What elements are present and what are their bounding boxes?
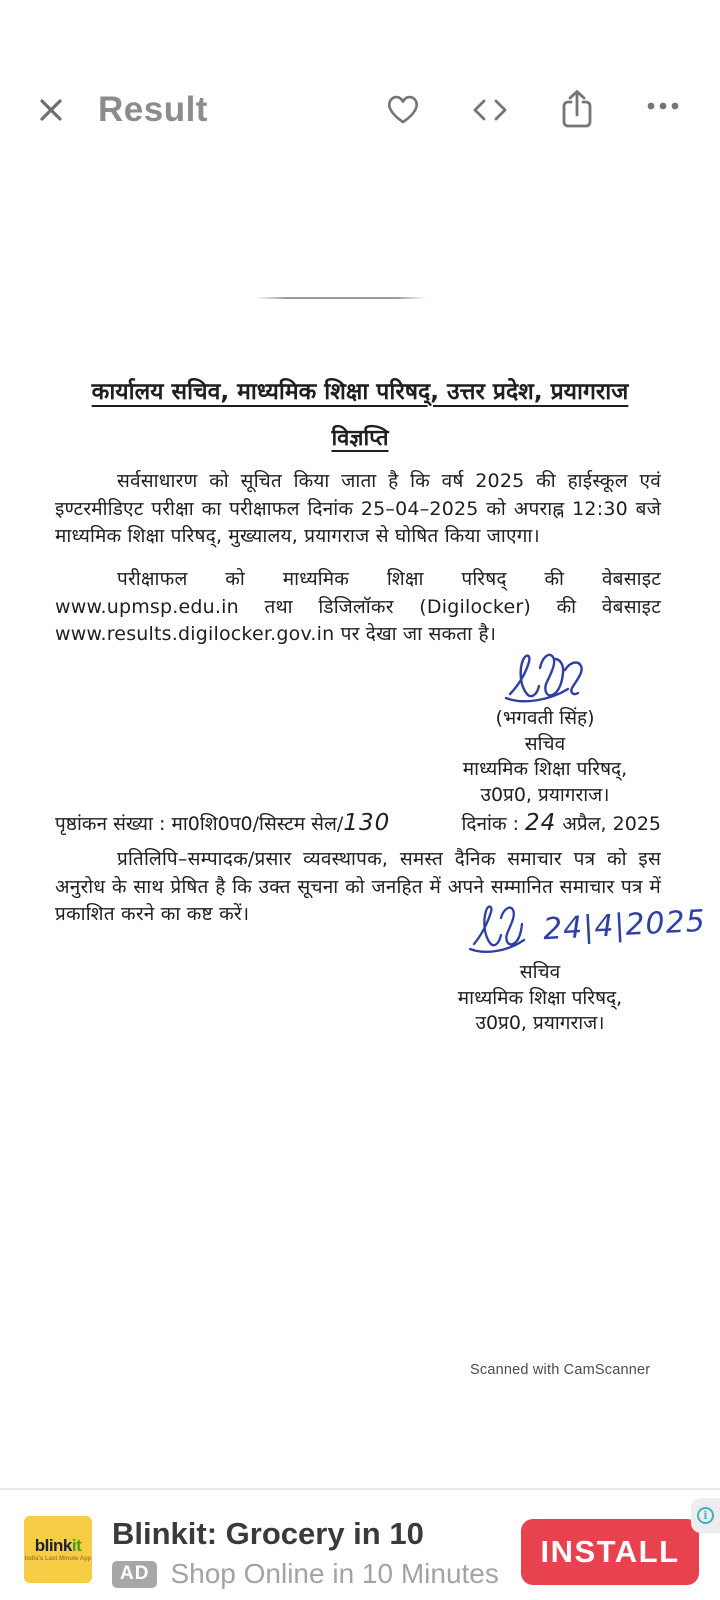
signatory-place: उ0प्र0, प्रयागराज। (475, 1012, 605, 1034)
code-view-button[interactable] (471, 95, 509, 125)
share-button[interactable] (559, 88, 595, 130)
blinkit-tagline: India's Last Minute App (24, 1556, 92, 1562)
document-subheading: विज्ञप्ति (331, 426, 389, 451)
signatory-title: सचिव (519, 961, 561, 983)
paragraph-result-announcement: सर्वसाधारण को सूचित किया जाता है कि वर्ष 2025 की हाईस्कूल एवं इण्टरमीडिएट परीक्षा का परीक्षाफल दिनांक 25–04–2025 को अपराह्न 12:30 बजे माध्यमिक शिक्षा परिषद्, मुख्यालय, प्रयागराज से घोषित किया जाएगा। (55, 470, 661, 547)
endorsement-row (55, 810, 661, 836)
signature-ink-2 (468, 902, 542, 964)
handwritten-signature-date: 24|4|2025 (542, 903, 707, 948)
handwritten-date-day: 24 (525, 810, 557, 836)
more-options-button[interactable] (645, 100, 683, 112)
signatory-block-1 (420, 706, 670, 808)
share-icon (559, 88, 595, 130)
install-button[interactable]: INSTALL (521, 1519, 699, 1585)
toolbar (0, 0, 720, 129)
paragraph-websites: परीक्षाफल को माध्यमिक शिक्षा परिषद् की वेबसाइट www.upmsp.edu.in तथा डिजिलॉकर (Digilocker) की वेबसाइट www.results.digilocker.gov.in पर देखा जा सकता है। (55, 568, 661, 645)
info-icon: i (697, 1507, 714, 1524)
signatory-title: सचिव (524, 732, 566, 755)
document-viewer[interactable] (0, 150, 720, 1450)
camscanner-watermark: Scanned with CamScanner (470, 1362, 651, 1378)
favorite-button[interactable] (384, 91, 422, 127)
code-icon (471, 95, 509, 125)
blinkit-logo[interactable] (24, 1516, 92, 1583)
ad-info-button[interactable] (691, 1498, 720, 1533)
ellipsis-icon (645, 100, 683, 112)
signatory-org: माध्यमिक शिक्षा परिषद्, (462, 758, 628, 780)
signatory-place: उ0प्र0, प्रयागराज। (480, 783, 610, 806)
signatory-name: (भगवती सिंह) (495, 707, 595, 729)
handwritten-ref-number: 130 (343, 810, 391, 836)
page-title: Result (98, 90, 208, 129)
endorsement-date: दिनांक : 24 अप्रैल, 2025 (461, 810, 661, 836)
heart-icon (384, 91, 422, 127)
close-button[interactable] (35, 94, 67, 126)
ad-banner[interactable] (0, 1488, 720, 1600)
blinkit-wordmark: blinkit (34, 1536, 82, 1555)
scan-artifact-line (255, 297, 427, 299)
endorsement-ref: पृष्ठांकन संख्या : मा0शि0प0/सिस्टम सेल/130 (55, 810, 391, 836)
signatory-block-2 (415, 960, 665, 1037)
ad-subtitle-row (112, 1558, 499, 1590)
ad-badge: AD (112, 1561, 157, 1588)
signatory-org: माध्यमिक शिक्षा परिषद्, (457, 986, 623, 1009)
ad-subtitle: Shop Online in 10 Minutes (170, 1558, 499, 1589)
document-heading: कार्यालय सचिव, माध्यमिक शिक्षा परिषद्, उत्तर प्रदेश, प्रयागराज (91, 379, 629, 405)
signature-ink-1 (502, 648, 592, 714)
paragraph-copy-to-press: प्रतिलिपि–सम्पादक/प्रसार व्यवस्थापक, समस्त दैनिक समाचार पत्र को इस अनुरोध के साथ प्रेषित है कि उक्त सूचना को जनहित में अपने सम्मानित समाचार पत्र में प्रकाशित करने का कष्ट करें। (55, 848, 661, 925)
ad-title: Blinkit: Grocery in 10 (112, 1516, 424, 1551)
close-icon (35, 94, 67, 126)
